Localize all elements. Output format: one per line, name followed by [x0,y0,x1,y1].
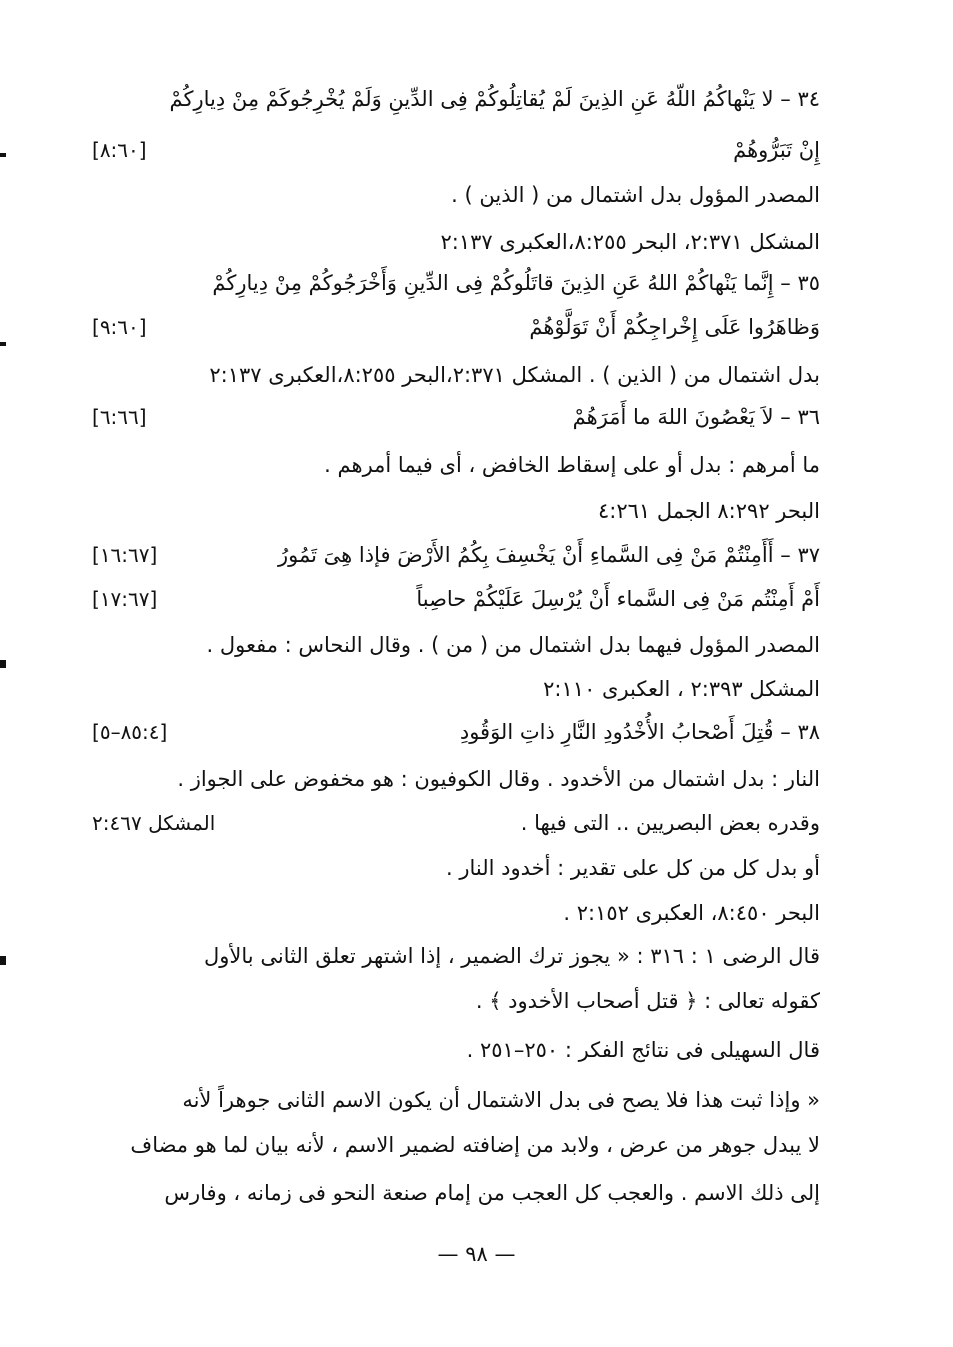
source-reference: المشكل ٢:٤٦٧ [92,811,216,835]
commentary-line: النار : بدل اشتمال من الأخدود . وقال الكوفيون : هو مخفوض على الجواز . [177,767,820,791]
commentary-line: المصدر المؤول فيهما بدل اشتمال من ( من ) . وقال النحاس : مفعول . [206,633,820,657]
commentary-line: المصدر المؤول بدل اشتمال من ( الذين ) . [451,183,820,207]
commentary-line: أو بدل كل من كل على تقدير : أخدود النار . [446,856,820,880]
commentary-line: ما أمرهم : بدل أو على إسقاط الخافض ، أى فيما أمرهم . [324,453,820,477]
scan-margin-mark [0,153,6,157]
verse-35-text: وَظاهَرُوا عَلَى إِخْراجِكُمْ أَنْ تَوَلَّوْهُمْ [529,315,820,339]
verse-34-reference: [٨:٦٠] [92,138,147,162]
verse-37-line-2 [92,584,820,616]
scan-margin-mark [0,956,6,965]
verse-38-text: ٣٨ – قُتِلَ أَصْحابُ الأُخْدُودِ النَّارِ ذاتِ الوَقُودِ [459,720,820,744]
source-reference: المشكل ٢:٣٧١، البحر ٨:٢٥٥،العكبرى ٢:١٣٧ [440,230,820,254]
commentary-row [92,808,820,840]
verse-36-text: ٣٦ – لاَ يَعْصُونَ اللهَ ما أَمَرَهُمْ [572,405,820,429]
verse-37-text-1: ٣٧ – أَأَمِنْتُمْ مَنْ فِى السَّماءِ أَنْ يَخْسِفَ بِكُمُ الأَرْضَ فإذا هِىَ تَمُورُ [278,543,820,567]
verse-35-line-1: ٣٥ – إِنَّما يَنْهاكُمْ اللهُ عَنِ الذِينَ قاتَلُوكُمْ فِى الدِّينِ وَأَخْرَجُوكُمْ مِنْ دِيارِكُمْ [212,271,820,295]
scan-margin-mark [0,342,6,346]
commentary-text: وقدره بعض البصريين .. التى فيها . [520,811,820,835]
verse-35-line-2 [92,312,820,344]
quote-line: قال السهيلى فى نتائج الفكر : ٢٥٠–٢٥١ . [466,1038,820,1062]
verse-34-line-2 [92,135,820,167]
verse-36-reference: [٦:٦٦] [92,405,147,429]
scan-margin-mark [0,660,6,668]
verse-38 [92,717,820,749]
paragraph-line: « وإذا ثبت هذا فلا يصح فى بدل الاشتمال أن يكون الاسم الثانى جوهراً لأنه [182,1088,820,1112]
paragraph-line: لا يبدل جوهر من عرض ، ولابد من إضافته لضمير الاسم ، لأنه بيان لما هو مضاف [130,1133,820,1157]
source-reference: المشكل ٢:٣٩٣ ، العكبرى ٢:١١٠ [543,677,820,701]
quote-line: قال الرضى ١ : ٣١٦ : « يجوز ترك الضمير ، إذا اشتهر تعلق الثانى بالأول [204,944,820,968]
verse-37-line-1 [92,540,820,572]
verse-37-reference-2: [١٧:٦٧] [92,587,158,611]
quote-line: كقوله تعالى : ﴿ قتل أصحاب الأخدود ﴾ . [475,989,820,1013]
verse-38-reference: [٨٥:٤–٥] [92,720,168,744]
commentary-line: بدل اشتمال من ( الذين ) . المشكل ٢:٣٧١،البحر ٨:٢٥٥،العكبرى ٢:١٣٧ [209,363,820,387]
verse-35-reference: [٩:٦٠] [92,315,147,339]
verse-37-text-2: أَمْ أَمِنْتُم مَنْ فِى السَّماء أَنْ يُرْسِلَ عَلَيْكُمْ حاصِباً [416,587,820,611]
page-number: — ٩٨ — [437,1242,516,1266]
source-reference: البحر ٨:٤٥٠، العكبرى ٢:١٥٢ . [563,901,820,925]
paragraph-line: إلى ذلك الاسم . والعجب كل العجب من إمام صنعة النحو فى زمانه ، وفارس [164,1181,820,1205]
verse-34-text: إِنْ تَبَرُّوهُمْ [733,138,820,162]
verse-34-line-1: ٣٤ – لا يَنْهاكُمُ اللّهُ عَنِ الذِينَ لَمْ يُقاتِلُوكُمْ فِى الدِّينِ وَلَمْ يُخْرِجُوكَمْ مِنْ دِيارِكُمْ [169,87,820,111]
verse-36 [92,402,820,434]
verse-37-reference-1: [١٦:٦٧] [92,543,158,567]
source-reference: البحر ٨:٢٩٢ الجمل ٤:٢٦١ [598,499,820,523]
